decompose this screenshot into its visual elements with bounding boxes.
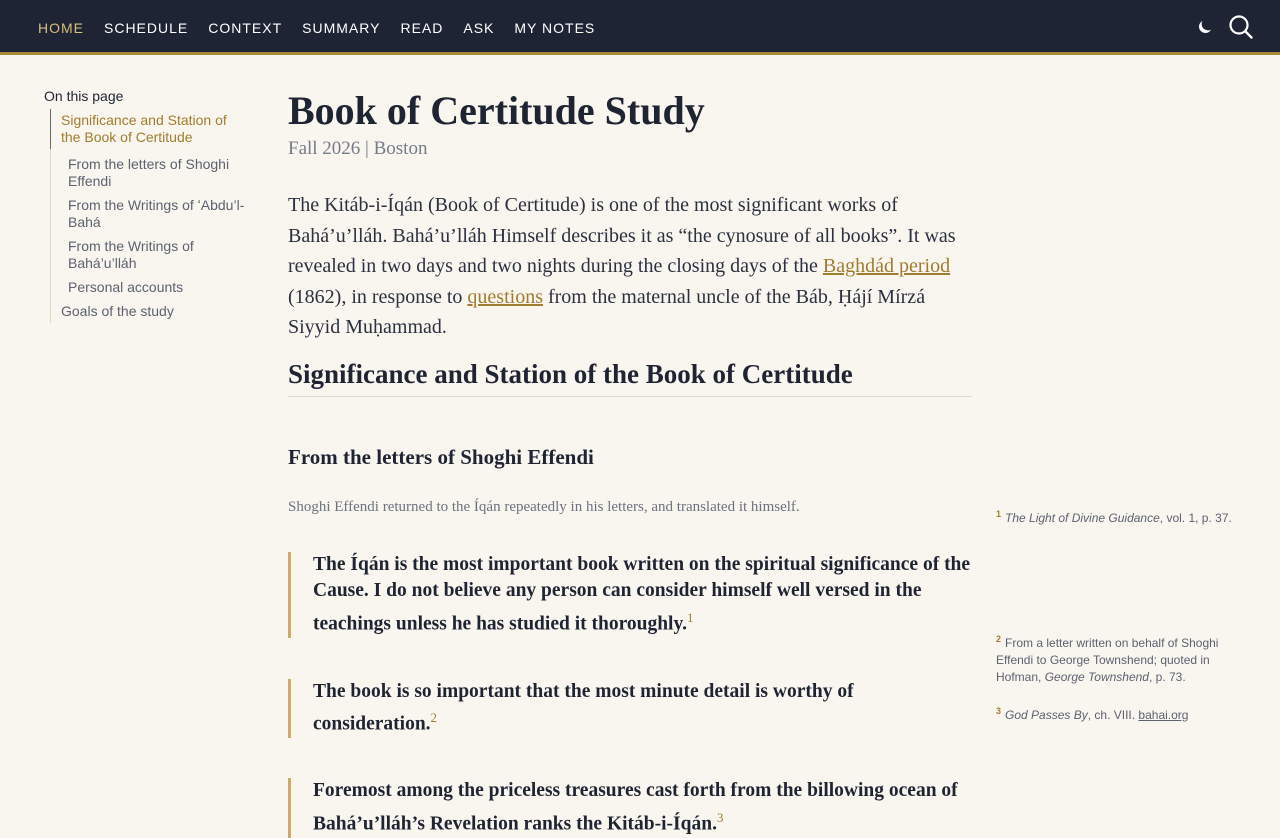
section-heading: Significance and Station of the Book of Certitude (288, 359, 972, 397)
intro-paragraph (288, 190, 958, 343)
footnote-number: 2 (996, 634, 1002, 644)
nav-schedule[interactable]: SCHEDULE (104, 19, 189, 36)
nav-summary[interactable]: SUMMARY (302, 19, 381, 36)
moon-icon[interactable] (1196, 18, 1214, 36)
footnote-1 (996, 506, 1236, 527)
baghdad-period-link[interactable]: Baghdád period (822, 255, 951, 277)
quote-text: The book is so important that the most minute detail is worthy of consideration. (313, 680, 854, 735)
toc-item-significance[interactable]: Significance and Station of the Book of Certitude (50, 109, 249, 149)
subsection-note: Shoghi Effendi returned to the Íqán repeatedly in his letters, and translated it himself. (288, 498, 800, 515)
nav-read[interactable]: READ (400, 19, 444, 36)
bahai-org-link[interactable]: bahai.org (1138, 708, 1189, 722)
nav-ask[interactable]: ASK (463, 19, 495, 36)
main-nav (38, 0, 615, 55)
footnote-text: From a letter written on behalf of Shoghi Effendi to George Townshend; quoted in Hofman, (996, 636, 1219, 684)
quote-2 (288, 679, 972, 739)
intro-text-1: The Kitáb-i-Íqán (Book of Certitude) is one of the most significant works of Bahá’u’lláh. Bahá’u’lláh Himself describes it as “the cynosure of all books”. It was revealed in two days and two nights during the closing days of the (288, 194, 956, 277)
footnote-source-title: The Light of Divine Guidance (1005, 511, 1160, 525)
toc-item-goals[interactable]: Goals of the study (61, 303, 174, 319)
toc-item-personal-accounts[interactable]: Personal accounts (68, 279, 184, 295)
intro-text-3: from the maternal uncle of the Báb, Ḥájí Mírzá Siyyid Muḥammad. (288, 285, 926, 338)
quote-text: The Íqán is the most important book written on the spiritual significance of the Cause. I do not believe any person can consider himself well versed in the teachings unless he has studied it thoroughly. (313, 553, 971, 634)
nav-context[interactable]: CONTEXT (208, 19, 283, 36)
main-content (288, 88, 972, 838)
footnote-2 (996, 631, 1236, 686)
toc-item-abdul-baha[interactable]: From the Writings of ʻAbdu’l-Bahá (68, 197, 245, 230)
toc-item-shoghi-effendi[interactable]: From the letters of Shoghi Effendi (68, 156, 230, 189)
nav-tools (1196, 14, 1254, 40)
search-icon[interactable] (1228, 14, 1254, 40)
toc-item-bahaullah[interactable]: From the Writings of Bahá’u’lláh (68, 238, 194, 271)
toc-list (50, 109, 249, 323)
toc-title: On this page (44, 88, 124, 104)
nav-home[interactable]: HOME (38, 19, 84, 36)
page-title: Book of Certitude Study (288, 88, 705, 133)
nav-my-notes[interactable]: MY NOTES (514, 19, 596, 36)
footnote-number: 1 (996, 509, 1002, 519)
footnote-number: 3 (996, 706, 1002, 716)
footnote-ref-1[interactable]: 1 (687, 609, 694, 625)
footnote-ref-2[interactable]: 2 (430, 710, 438, 725)
footnote-3 (996, 703, 1236, 724)
top-navbar (0, 0, 1280, 55)
footnote-text: , vol. 1, p. 37. (1159, 511, 1232, 525)
footnote-text: , p. 73. (1148, 670, 1186, 684)
footnote-ref-3[interactable]: 3 (716, 809, 724, 825)
intro-text-2: (1862), in response to (288, 285, 468, 308)
footnote-source-title: God Passes By (1005, 708, 1088, 722)
table-of-contents (44, 88, 249, 323)
footnote-source-title: George Townshend (1044, 670, 1149, 684)
questions-link[interactable]: questions (467, 285, 543, 308)
quote-1 (288, 552, 972, 638)
footnote-text: , ch. VIII. (1087, 708, 1139, 722)
page-subtitle: Fall 2026 | Boston (288, 138, 428, 159)
quote-text: Foremost among the priceless treasures cast forth from the billowing ocean of Bahá’u’lláh’s Revelation ranks the Kitáb-i-Íqán. (313, 780, 958, 834)
quote-3 (288, 778, 972, 838)
subsection-heading: From the letters of Shoghi Effendi (288, 444, 594, 469)
